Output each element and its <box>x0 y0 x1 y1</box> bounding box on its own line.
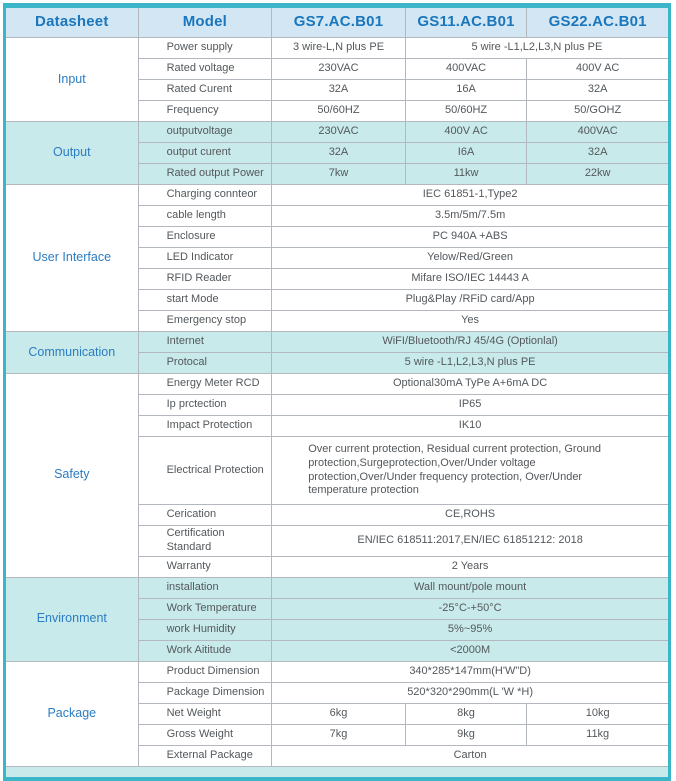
spec-value: Yes <box>272 311 670 332</box>
spec-label: Internet <box>138 332 272 353</box>
section-label-communication: Communication <box>5 332 139 374</box>
spec-label: work Humidity <box>138 619 272 640</box>
spec-value: 32A <box>272 143 406 164</box>
table-row <box>5 122 670 143</box>
spec-value: 9kg <box>405 724 527 745</box>
spec-label: Enclosure <box>138 227 272 248</box>
spec-label: Charging connteor <box>138 185 272 206</box>
spec-label: Frequency <box>138 101 272 122</box>
spec-value: IP65 <box>272 395 670 416</box>
spec-value: 32A <box>527 143 670 164</box>
spec-label: Work Temperature <box>138 598 272 619</box>
spec-label: Impact Protection <box>138 416 272 437</box>
spec-label: Package Dimension <box>138 682 272 703</box>
table-row <box>5 577 670 598</box>
spec-value: 6kg <box>272 703 406 724</box>
spec-label: Gross Weight <box>138 724 272 745</box>
spec-value: 32A <box>272 80 406 101</box>
spec-label: Cerication <box>138 505 272 526</box>
spec-value: 50/60HZ <box>405 101 527 122</box>
datasheet-page <box>3 3 671 781</box>
header-row <box>5 6 670 38</box>
spec-label: Certification Standard <box>138 526 272 557</box>
section-label-output: Output <box>5 122 139 185</box>
section-label-safety: Safety <box>5 374 139 578</box>
spec-value: 400VAC <box>527 122 670 143</box>
spec-value: EN/IEC 618511:2017,EN/IEC 61851212: 2018 <box>272 526 670 557</box>
spec-value: 520*320*290mm(L 'W *H) <box>272 682 670 703</box>
spec-value: Yelow/Red/Green <box>272 248 670 269</box>
spec-value: IK10 <box>272 416 670 437</box>
spec-value: 230VAC <box>272 122 406 143</box>
spec-label: outputvoltage <box>138 122 272 143</box>
spec-label: Emergency stop <box>138 311 272 332</box>
spec-value: Plug&Play /RFiD card/App <box>272 290 670 311</box>
spec-value: 32A <box>527 80 670 101</box>
spec-value: 2 Years <box>272 556 670 577</box>
table-row <box>5 661 670 682</box>
table-row <box>5 374 670 395</box>
spec-value: 16A <box>405 80 527 101</box>
spec-value: 230VAC <box>272 59 406 80</box>
spec-label: Ip prctection <box>138 395 272 416</box>
spec-label: Net Weight <box>138 703 272 724</box>
spec-value: Wall mount/pole mount <box>272 577 670 598</box>
spec-value: 11kg <box>527 724 670 745</box>
header-model-gs7: GS7.AC.B01 <box>272 6 406 38</box>
spec-value: Carton <box>272 745 670 766</box>
spec-label: RFID Reader <box>138 269 272 290</box>
spec-value: 400V AC <box>527 59 670 80</box>
header-model-gs22: GS22.AC.B01 <box>527 6 670 38</box>
spec-label: Energy Meter RCD <box>138 374 272 395</box>
section-label-package: Package <box>5 661 139 766</box>
spec-label: installation <box>138 577 272 598</box>
spec-value: 5 wire -L1,L2,L3,N plus PE <box>272 353 670 374</box>
spec-value: 50/GOHZ <box>527 101 670 122</box>
spec-value: 5 wire -L1,L2,L3,N plus PE <box>405 38 669 59</box>
header-datasheet: Datasheet <box>5 6 139 38</box>
spec-label: Power supply <box>138 38 272 59</box>
table-row <box>5 38 670 59</box>
footer-strip <box>5 766 670 779</box>
section-label-user-interface: User Interface <box>5 185 139 332</box>
spec-label: output curent <box>138 143 272 164</box>
spec-label: Rated output Power <box>138 164 272 185</box>
spec-label: External Package <box>138 745 272 766</box>
spec-label: Electrical Protection <box>138 437 272 505</box>
spec-value: Mifare ISO/IEC 14443 A <box>272 269 670 290</box>
spec-value: 11kw <box>405 164 527 185</box>
spec-label: cable length <box>138 206 272 227</box>
spec-value: 7kg <box>272 724 406 745</box>
spec-value: Over current protection, Residual current protection, Ground protection,Surgeprotection,Over/Under voltage protection,Over/Under frequency protection, Over/Under temperature protection <box>272 437 670 505</box>
spec-value: -25°C-+50°C <box>272 598 670 619</box>
table-row <box>5 766 670 779</box>
table-row <box>5 185 670 206</box>
spec-value: 3 wire-L,N plus PE <box>272 38 406 59</box>
spec-value: 5%~95% <box>272 619 670 640</box>
spec-value: 10kg <box>527 703 670 724</box>
spec-value: CE,ROHS <box>272 505 670 526</box>
spec-label: start Mode <box>138 290 272 311</box>
spec-value: PC 940A +ABS <box>272 227 670 248</box>
spec-label: LED Indicator <box>138 248 272 269</box>
spec-value: 50/60HZ <box>272 101 406 122</box>
spec-value: Optional30mA TyPe A+6mA DC <box>272 374 670 395</box>
spec-value: 7kw <box>272 164 406 185</box>
spec-label: Warranty <box>138 556 272 577</box>
spec-label: Product Dimension <box>138 661 272 682</box>
spec-value: 340*285*147mm(H'W"D) <box>272 661 670 682</box>
spec-value: <2000M <box>272 640 670 661</box>
spec-value: 400VAC <box>405 59 527 80</box>
header-model: Model <box>138 6 272 38</box>
section-label-environment: Environment <box>5 577 139 661</box>
spec-value: WiFI/Bluetooth/RJ 45/4G (Optionlal) <box>272 332 670 353</box>
spec-value: 22kw <box>527 164 670 185</box>
datasheet-table <box>3 3 671 781</box>
spec-value: IEC 61851-1,Type2 <box>272 185 670 206</box>
spec-label: Rated voltage <box>138 59 272 80</box>
spec-value: 400V AC <box>405 122 527 143</box>
spec-label: Rated Curent <box>138 80 272 101</box>
spec-value: 8kg <box>405 703 527 724</box>
header-model-gs11: GS11.AC.B01 <box>405 6 527 38</box>
spec-value: I6A <box>405 143 527 164</box>
spec-value: 3.5m/5m/7.5m <box>272 206 670 227</box>
spec-label: Protocal <box>138 353 272 374</box>
spec-label: Work Aititude <box>138 640 272 661</box>
section-label-input: Input <box>5 38 139 122</box>
table-row <box>5 332 670 353</box>
